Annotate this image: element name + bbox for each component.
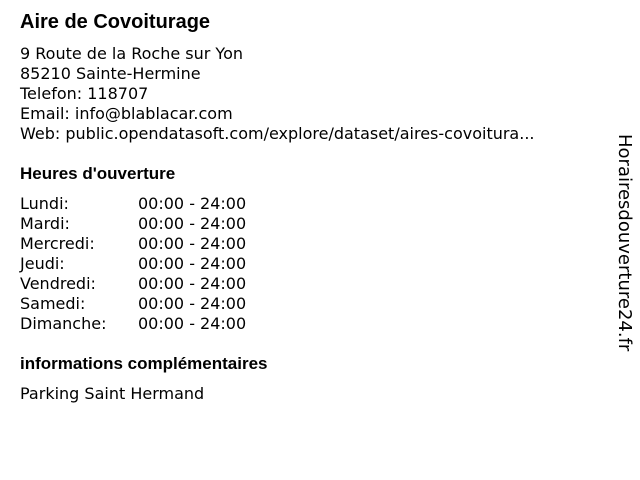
- time-range: 00:00 - 24:00: [138, 234, 247, 253]
- day-label: Mercredi:: [20, 234, 95, 253]
- hours-row: [20, 254, 278, 274]
- time-range: 00:00 - 24:00: [138, 294, 247, 313]
- day-label: Mardi:: [20, 214, 70, 233]
- day-label: Vendredi:: [20, 274, 96, 293]
- address-block: [20, 44, 535, 144]
- day-label: Samedi:: [20, 294, 86, 313]
- hours-row: [20, 314, 278, 334]
- hours-row: [20, 214, 278, 234]
- time-range: 00:00 - 24:00: [138, 194, 247, 213]
- page-title: Aire de Covoiturage: [20, 11, 211, 33]
- time-range: 00:00 - 24:00: [138, 314, 247, 333]
- side-watermark: [612, 134, 636, 370]
- time-range: 00:00 - 24:00: [138, 274, 247, 293]
- side-watermark-text: Horairesdouverture24.fr: [614, 134, 635, 352]
- info-heading: informations complémentaires: [20, 354, 268, 373]
- phone-line: Telefon: 118707: [20, 84, 149, 103]
- hours-row: [20, 194, 278, 214]
- day-label: Jeudi:: [20, 254, 65, 273]
- info-text: Parking Saint Hermand: [20, 384, 205, 403]
- hours-row: [20, 294, 278, 314]
- hours-table: [20, 194, 278, 334]
- day-label: Lundi:: [20, 194, 69, 213]
- city-postal: 85210 Sainte-Hermine: [20, 64, 201, 83]
- email-line: Email: info@blablacar.com: [20, 104, 233, 123]
- hours-row: [20, 234, 278, 254]
- street-address: 9 Route de la Roche sur Yon: [20, 44, 243, 63]
- web-line: Web: public.opendatasoft.com/explore/dataset/aires-covoitura...: [20, 124, 535, 143]
- hours-heading: Heures d'ouverture: [20, 164, 176, 183]
- time-range: 00:00 - 24:00: [138, 214, 247, 233]
- time-range: 00:00 - 24:00: [138, 254, 247, 273]
- hours-row: [20, 274, 278, 294]
- day-label: Dimanche:: [20, 314, 107, 333]
